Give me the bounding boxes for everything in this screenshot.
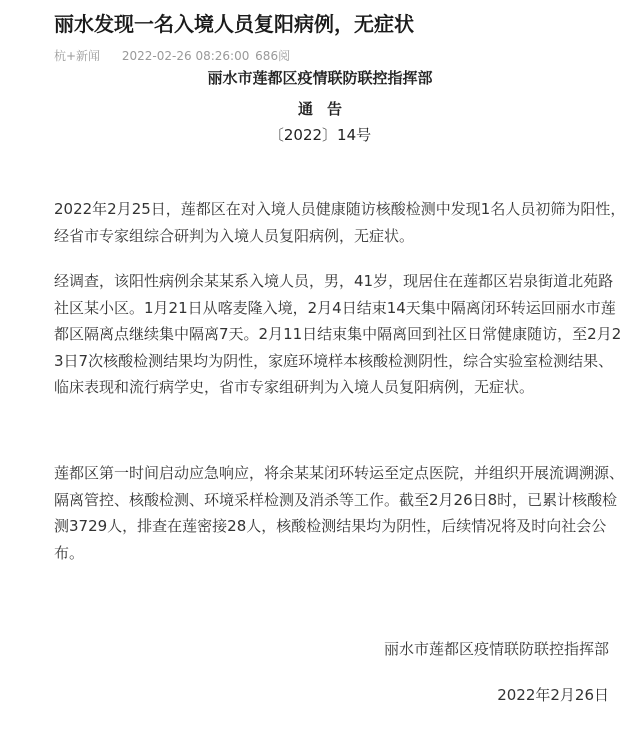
notice-number: 〔2022〕14号 [268,126,372,144]
body-paragraph-3: 莲都区第一时间启动应急响应，将余某某闭环转运至定点医院，并组织开展流调溯源、隔离管控、核酸检测、环境采样检测及消杀等工作。截至2月26日8时，已累计核酸检测3729人，排查在莲密接28人，核酸检测结果均为阴性，后续情况将及时向社会公布。 [54,464,625,562]
article-source[interactable]: 杭+新闻 [54,49,101,63]
body-paragraph-1: 2022年2月25日，莲都区在对入境人员健康随访核酸检测中发现1名人员初筛为阳性，经省市专家组综合研判为入境人员复阳病例，无症状。 [54,200,626,245]
signature-issuer: 丽水市莲都区疫情联防联控指挥部 [383,640,609,658]
article-title: 丽水发现一名入境人员复阳病例，无症状 [54,12,414,36]
view-count: 686阅 [255,49,291,63]
notice-heading: 通告 [297,100,356,118]
notice-issuer: 丽水市莲都区疫情联防联控指挥部 [207,69,433,87]
body-paragraph-2: 经调查，该阳性病例余某某系入境人员，男，41岁，现居住在莲都区岩泉街道北苑路社区某小区。1月21日从喀麦隆入境，2月4日结束14天集中隔离闭环转运回丽水市莲都区隔离点继续集中隔离7天。2月11日结束集中隔离回到社区日常健康随访，至2月23日7次核酸检测结果均为阴性，家庭环境样本核酸检测阴性，综合实验室检测结果、临床表现和流行病学史，省市专家组研判为入境人员复阳病例，无症状。 [54,272,622,396]
article-meta [54,47,290,65]
signature-date: 2022年2月26日 [497,686,609,704]
publish-datetime: 2022-02-26 08:26:00 [121,49,250,63]
